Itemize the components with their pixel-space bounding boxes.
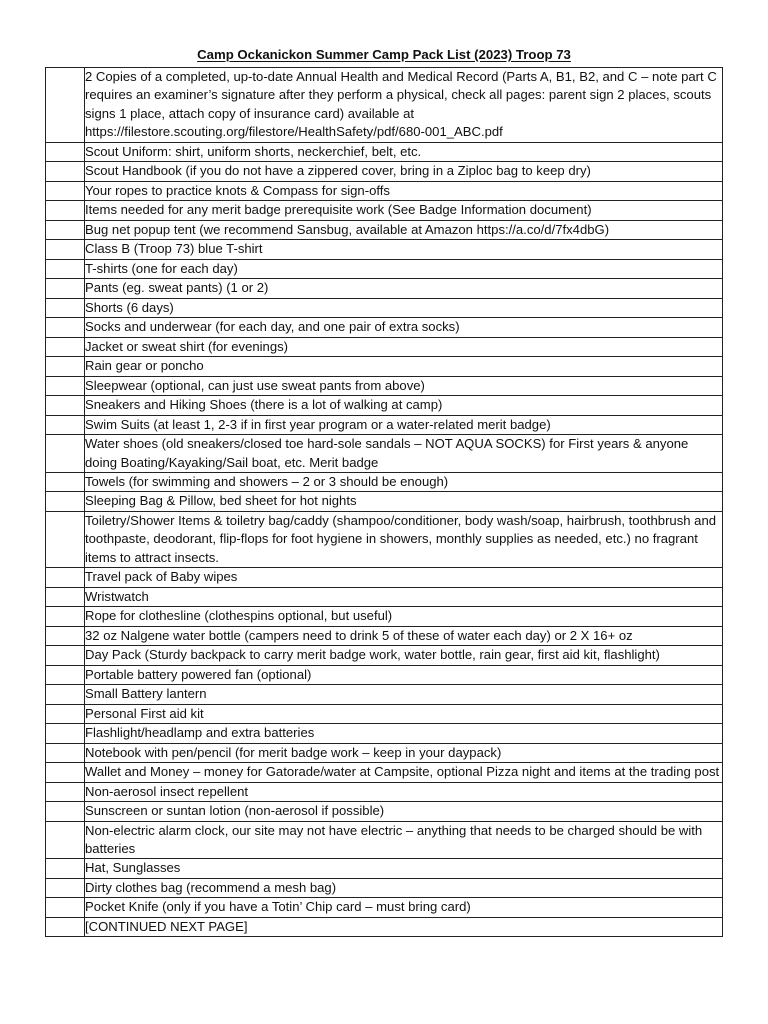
table-row — [46, 782, 723, 802]
table-row — [46, 665, 723, 685]
list-item: Scout Uniform: shirt, uniform shorts, neckerchief, belt, etc. — [85, 142, 723, 162]
table-row — [46, 318, 723, 338]
table-row — [46, 337, 723, 357]
table-row — [46, 685, 723, 705]
checkbox-cell[interactable] — [46, 181, 85, 201]
checkbox-cell[interactable] — [46, 763, 85, 783]
list-item: Sleeping Bag & Pillow, bed sheet for hot nights — [85, 492, 723, 512]
checkbox-cell[interactable] — [46, 415, 85, 435]
table-row — [46, 220, 723, 240]
checkbox-cell[interactable] — [46, 665, 85, 685]
table-row — [46, 859, 723, 879]
list-item: Sneakers and Hiking Shoes (there is a lot of walking at camp) — [85, 396, 723, 416]
checkbox-cell[interactable] — [46, 607, 85, 627]
list-item: Class B (Troop 73) blue T-shirt — [85, 240, 723, 260]
table-row — [46, 607, 723, 627]
checkbox-cell[interactable] — [46, 142, 85, 162]
table-row — [46, 68, 723, 143]
list-item: Non-aerosol insect repellent — [85, 782, 723, 802]
list-item: 2 Copies of a completed, up-to-date Annual Health and Medical Record (Parts A, B1, B2, and C – note part C requires an examiner’s signature after they perform a physical, check all pages: parent sign 2 places, scouts signs 1 place, attach copy of insurance card) available at https://filestore.scouting.org/filestore/HealthSafety/pdf/680-001_ABC.pdf — [85, 68, 723, 143]
table-row — [46, 743, 723, 763]
list-item: Jacket or sweat shirt (for evenings) — [85, 337, 723, 357]
list-item: Personal First aid kit — [85, 704, 723, 724]
list-item: Pocket Knife (only if you have a Totin’ Chip card – must bring card) — [85, 898, 723, 918]
table-row — [46, 279, 723, 299]
table-row — [46, 357, 723, 377]
page-title: Camp Ockanickon Summer Camp Pack List (2023) Troop 73 — [197, 47, 571, 62]
list-item: [CONTINUED NEXT PAGE] — [85, 917, 723, 937]
checkbox-cell[interactable] — [46, 802, 85, 822]
checkbox-cell[interactable] — [46, 259, 85, 279]
checkbox-cell[interactable] — [46, 162, 85, 182]
table-row — [46, 878, 723, 898]
table-row — [46, 511, 723, 567]
table-row — [46, 396, 723, 416]
list-item: Wristwatch — [85, 587, 723, 607]
list-item: Hat, Sunglasses — [85, 859, 723, 879]
list-item: Portable battery powered fan (optional) — [85, 665, 723, 685]
table-row — [46, 162, 723, 182]
checkbox-cell[interactable] — [46, 279, 85, 299]
checkbox-cell[interactable] — [46, 587, 85, 607]
checkbox-cell[interactable] — [46, 724, 85, 744]
table-row — [46, 240, 723, 260]
table-row — [46, 415, 723, 435]
pack-list-table — [45, 67, 723, 937]
list-item: Small Battery lantern — [85, 685, 723, 705]
table-row — [46, 821, 723, 859]
table-row — [46, 472, 723, 492]
table-row — [46, 259, 723, 279]
table-row — [46, 201, 723, 221]
table-row — [46, 704, 723, 724]
checkbox-cell[interactable] — [46, 646, 85, 666]
table-row — [46, 142, 723, 162]
checkbox-cell[interactable] — [46, 201, 85, 221]
checkbox-cell[interactable] — [46, 357, 85, 377]
list-item: Sunscreen or suntan lotion (non-aerosol if possible) — [85, 802, 723, 822]
pack-list-body — [46, 68, 723, 937]
checkbox-cell[interactable] — [46, 626, 85, 646]
checkbox-cell[interactable] — [46, 396, 85, 416]
list-item: Notebook with pen/pencil (for merit badge work – keep in your daypack) — [85, 743, 723, 763]
checkbox-cell[interactable] — [46, 435, 85, 473]
list-item: Swim Suits (at least 1, 2-3 if in first year program or a water-related merit badge) — [85, 415, 723, 435]
list-item: Travel pack of Baby wipes — [85, 568, 723, 588]
table-row — [46, 898, 723, 918]
checkbox-cell[interactable] — [46, 878, 85, 898]
list-item: Scout Handbook (if you do not have a zippered cover, bring in a Ziploc bag to keep dry) — [85, 162, 723, 182]
table-row — [46, 298, 723, 318]
table-row — [46, 646, 723, 666]
checkbox-cell[interactable] — [46, 472, 85, 492]
table-row — [46, 492, 723, 512]
list-item: Dirty clothes bag (recommend a mesh bag) — [85, 878, 723, 898]
list-item: Towels (for swimming and showers – 2 or 3 should be enough) — [85, 472, 723, 492]
table-row — [46, 568, 723, 588]
checkbox-cell[interactable] — [46, 568, 85, 588]
checkbox-cell[interactable] — [46, 898, 85, 918]
table-row — [46, 435, 723, 473]
list-item: Non-electric alarm clock, our site may not have electric – anything that needs to be charged should be with batteries — [85, 821, 723, 859]
list-item: Items needed for any merit badge prerequisite work (See Badge Information document) — [85, 201, 723, 221]
checkbox-cell[interactable] — [46, 511, 85, 567]
checkbox-cell[interactable] — [46, 782, 85, 802]
list-item: Water shoes (old sneakers/closed toe hard-sole sandals – NOT AQUA SOCKS) for First years & anyone doing Boating/Kayaking/Sail boat, etc. Merit badge — [85, 435, 723, 473]
checkbox-cell[interactable] — [46, 859, 85, 879]
checkbox-cell[interactable] — [46, 240, 85, 260]
list-item: T-shirts (one for each day) — [85, 259, 723, 279]
list-item: Wallet and Money – money for Gatorade/water at Campsite, optional Pizza night and items at the trading post — [85, 763, 723, 783]
checkbox-cell[interactable] — [46, 376, 85, 396]
checkbox-cell[interactable] — [46, 743, 85, 763]
checkbox-cell[interactable] — [46, 68, 85, 143]
checkbox-cell[interactable] — [46, 220, 85, 240]
list-item: 32 oz Nalgene water bottle (campers need to drink 5 of these of water each day) or 2 X 16+ oz — [85, 626, 723, 646]
list-item: Bug net popup tent (we recommend Sansbug, available at Amazon https://a.co/d/7fx4dbG) — [85, 220, 723, 240]
table-row — [46, 763, 723, 783]
list-item: Your ropes to practice knots & Compass for sign-offs — [85, 181, 723, 201]
list-item: Rain gear or poncho — [85, 357, 723, 377]
checkbox-cell[interactable] — [46, 298, 85, 318]
list-item: Sleepwear (optional, can just use sweat pants from above) — [85, 376, 723, 396]
table-row — [46, 376, 723, 396]
list-item: Flashlight/headlamp and extra batteries — [85, 724, 723, 744]
checkbox-cell[interactable] — [46, 917, 85, 937]
table-row — [46, 917, 723, 937]
checkbox-cell[interactable] — [46, 685, 85, 705]
list-item: Rope for clothesline (clothespins optional, but useful) — [85, 607, 723, 627]
checkbox-cell[interactable] — [46, 318, 85, 338]
table-row — [46, 587, 723, 607]
list-item: Shorts (6 days) — [85, 298, 723, 318]
checkbox-cell[interactable] — [46, 704, 85, 724]
table-row — [46, 181, 723, 201]
table-row — [46, 626, 723, 646]
checkbox-cell[interactable] — [46, 821, 85, 859]
table-row — [46, 724, 723, 744]
checkbox-cell[interactable] — [46, 337, 85, 357]
list-item: Socks and underwear (for each day, and one pair of extra socks) — [85, 318, 723, 338]
list-item: Day Pack (Sturdy backpack to carry merit badge work, water bottle, rain gear, first aid kit, flashlight) — [85, 646, 723, 666]
list-item: Pants (eg. sweat pants) (1 or 2) — [85, 279, 723, 299]
checkbox-cell[interactable] — [46, 492, 85, 512]
table-row — [46, 802, 723, 822]
list-item: Toiletry/Shower Items & toiletry bag/caddy (shampoo/conditioner, body wash/soap, hairbrush, toothbrush and toothpaste, deodorant, flip-flops for foot hygiene in showers, monthly supplies as needed, etc.) no fragrant items to attract insects. — [85, 511, 723, 567]
